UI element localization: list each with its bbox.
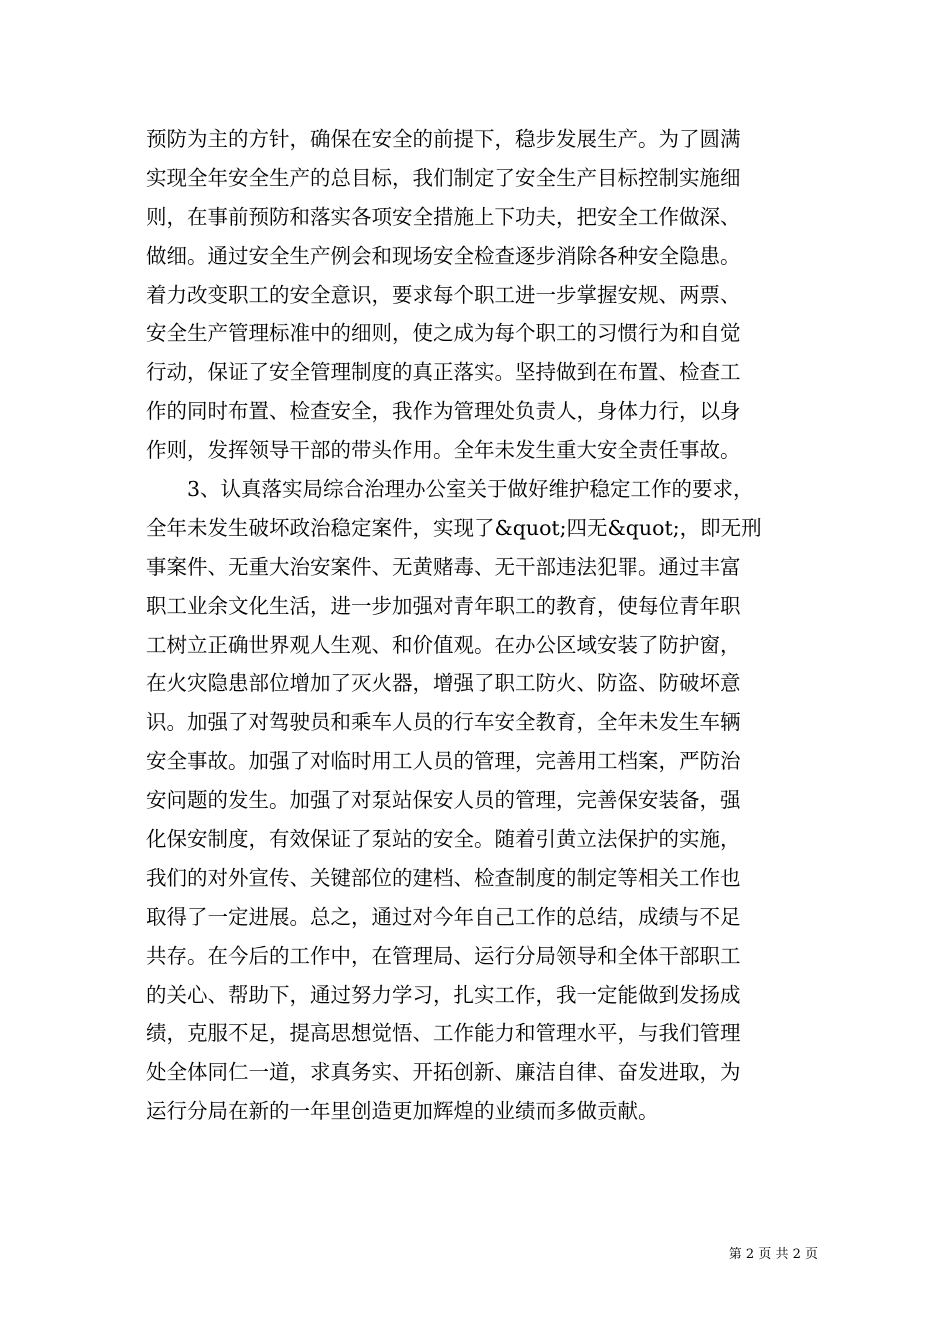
text-line: 我们的对外宣传、关键部位的建档、检查制度的制定等相关工作也 bbox=[146, 865, 741, 890]
text-line: 化保安制度，有效保证了泵站的安全。随着引黄立法保护的实施， bbox=[146, 827, 741, 852]
text-line: 职工业余文化生活，进一步加强对青年职工的教育，使每位青年职 bbox=[146, 593, 741, 618]
text-line: 全年未发生破坏政治稳定案件，实现了&quot;四无&quot;，即无刑 bbox=[146, 515, 762, 540]
page-number: 第 2 页 共 2 页 bbox=[728, 1247, 818, 1262]
text-line: 绩，克服不足，提高思想觉悟、工作能力和管理水平，与我们管理 bbox=[146, 1021, 741, 1046]
body-text bbox=[146, 120, 816, 1131]
text-line: 共存。在今后的工作中，在管理局、运行分局领导和全体干部职工 bbox=[146, 943, 741, 968]
text-line: 运行分局在新的一年里创造更加辉煌的业绩而多做贡献。 bbox=[146, 1099, 659, 1124]
text-line: 安全事故。加强了对临时用工人员的管理，完善用工档案，严防治 bbox=[146, 749, 741, 774]
text-line: 预防为主的方针，确保在安全的前提下，稳步发展生产。为了圆满 bbox=[146, 127, 741, 151]
text-line: 作的同时布置、检查安全，我作为管理处负责人，身体力行，以身 bbox=[146, 399, 741, 424]
text-line: 作则，发挥领导干部的带头作用。全年未发生重大安全责任事故。 bbox=[146, 438, 741, 463]
text-line: 在火灾隐患部位增加了灭火器，增强了职工防火、防盗、防破坏意 bbox=[146, 671, 741, 696]
text-line: 做细。通过安全生产例会和现场安全检查逐步消除各种安全隐患。 bbox=[146, 243, 741, 268]
text-line: 安问题的发生。加强了对泵站保安人员的管理，完善保安装备，强 bbox=[146, 788, 741, 813]
text-line: 实现全年安全生产的总目标，我们制定了安全生产目标控制实施细 bbox=[146, 165, 741, 190]
text-line: 着力改变职工的安全意识，要求每个职工进一步掌握安规、两票、 bbox=[146, 282, 741, 307]
paragraph-first-line: 3、认真落实局综合治理办公室关于做好维护稳定工作的要求， bbox=[187, 477, 754, 502]
text-line: 的关心、帮助下，通过努力学习，扎实工作，我一定能做到发扬成 bbox=[146, 982, 741, 1007]
text-line: 识。加强了对驾驶员和乘车人员的行车安全教育，全年未发生车辆 bbox=[146, 710, 741, 735]
text-line: 事案件、无重大治安案件、无黄赌毒、无干部违法犯罪。通过丰富 bbox=[146, 554, 741, 579]
text-line: 安全生产管理标准中的细则，使之成为每个职工的习惯行为和自觉 bbox=[146, 321, 741, 346]
text-line: 工树立正确世界观人生观、和价值观。在办公区域安装了防护窗， bbox=[146, 632, 741, 657]
text-line: 取得了一定进展。总之，通过对今年自己工作的总结，成绩与不足 bbox=[146, 904, 741, 929]
text-line: 行动，保证了安全管理制度的真正落实。坚持做到在布置、检查工 bbox=[146, 360, 741, 385]
text-line: 处全体同仁一道，求真务实、开拓创新、廉洁自律、奋发进取，为 bbox=[146, 1060, 741, 1085]
text-line: 则，在事前预防和落实各项安全措施上下功夫，把安全工作做深、 bbox=[146, 204, 741, 229]
